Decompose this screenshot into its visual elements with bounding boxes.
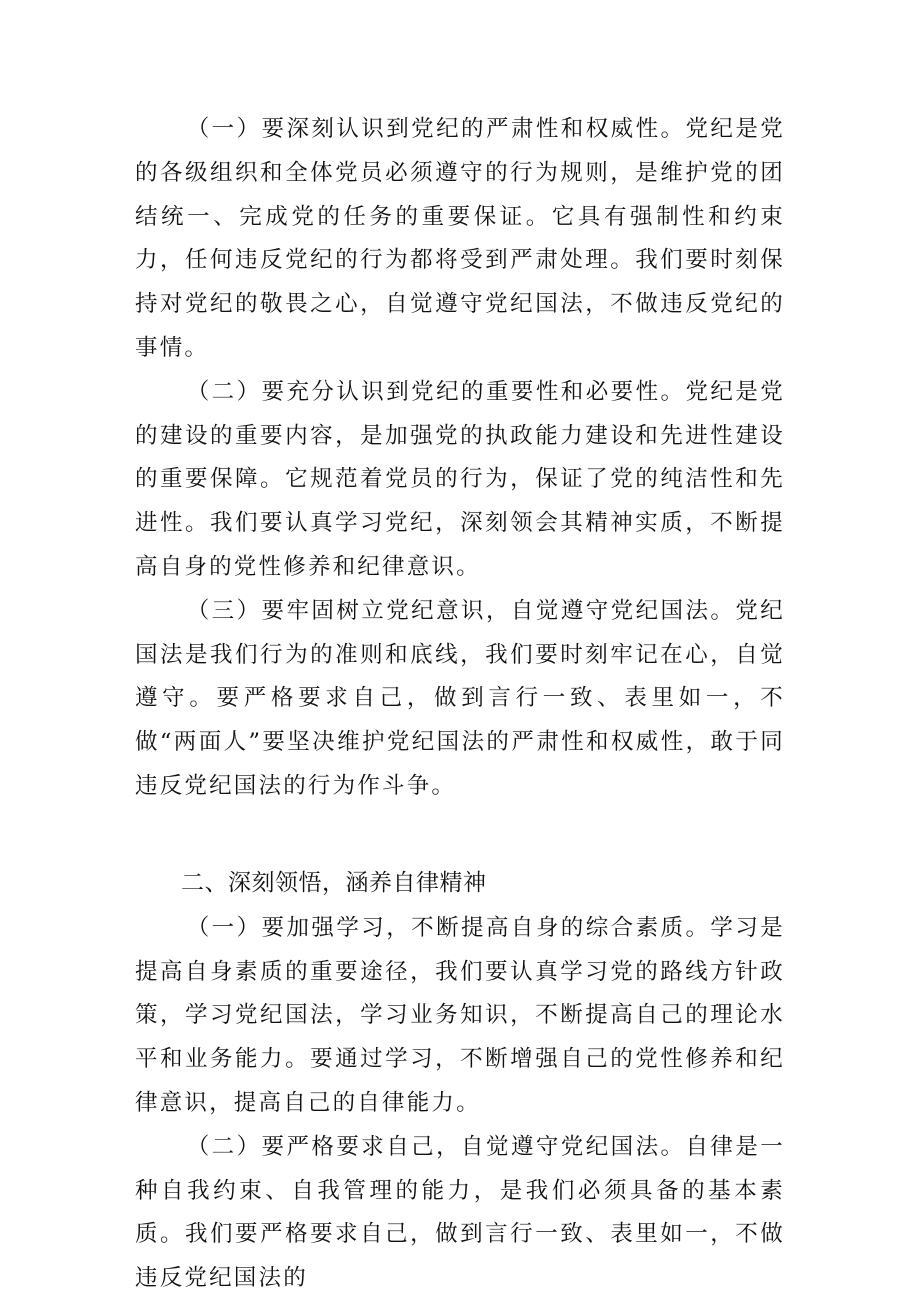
paragraph-5: （二）要严格要求自己，自觉遵守党纪国法。自律是一种自我约束、自我管理的能力，是我们必须具备的基本素质。我们要严格要求自己，做到言行一致、表里如一，不做违反党纪国法的 <box>135 1133 785 1292</box>
paragraph-4: （一）要加强学习，不断提高自身的综合素质。学习是提高自身素质的重要途径，我们要认真学习党的路线方针政策，学习党纪国法，学习业务知识，不断提高自己的理论水平和业务能力。要通过学习，不断增强自己的党性修养和纪律意识，提高自己的自律能力。 <box>135 914 785 1116</box>
section-heading: 二、深刻领悟，涵养自律精神 <box>181 869 487 896</box>
document-body <box>135 108 785 1301</box>
paragraph-1: （一）要深刻认识到党纪的严肃性和权威性。党纪是党的各级组织和全体党员必须遵守的行为规则，是维护党的团结统一、完成党的任务的重要保证。它具有强制性和约束力，任何违反党纪的行为都将受到严肃处理。我们要时刻保持对党纪的敬畏之心，自觉遵守党纪国法，不做违反党纪的事情。 <box>135 116 785 361</box>
paragraph-3: （三）要牢固树立党纪意识，自觉遵守党纪国法。党纪国法是我们行为的准则和底线，我们要时刻牢记在心，自觉遵守。要严格要求自己，做到言行一致、表里如一，不做“两面人”要坚决维护党纪国法的严肃性和权威性，敢于同违反党纪国法的行为作斗争。 <box>135 597 785 799</box>
paragraph-2: （二）要充分认识到党纪的重要性和必要性。党纪是党的建设的重要内容，是加强党的执政能力建设和先进性建设的重要保障。它规范着党员的行为，保证了党的纯洁性和先进性。我们要认真学习党纪，深刻领会其精神实质，不断提高自身的党性修养和纪律意识。 <box>135 378 785 580</box>
